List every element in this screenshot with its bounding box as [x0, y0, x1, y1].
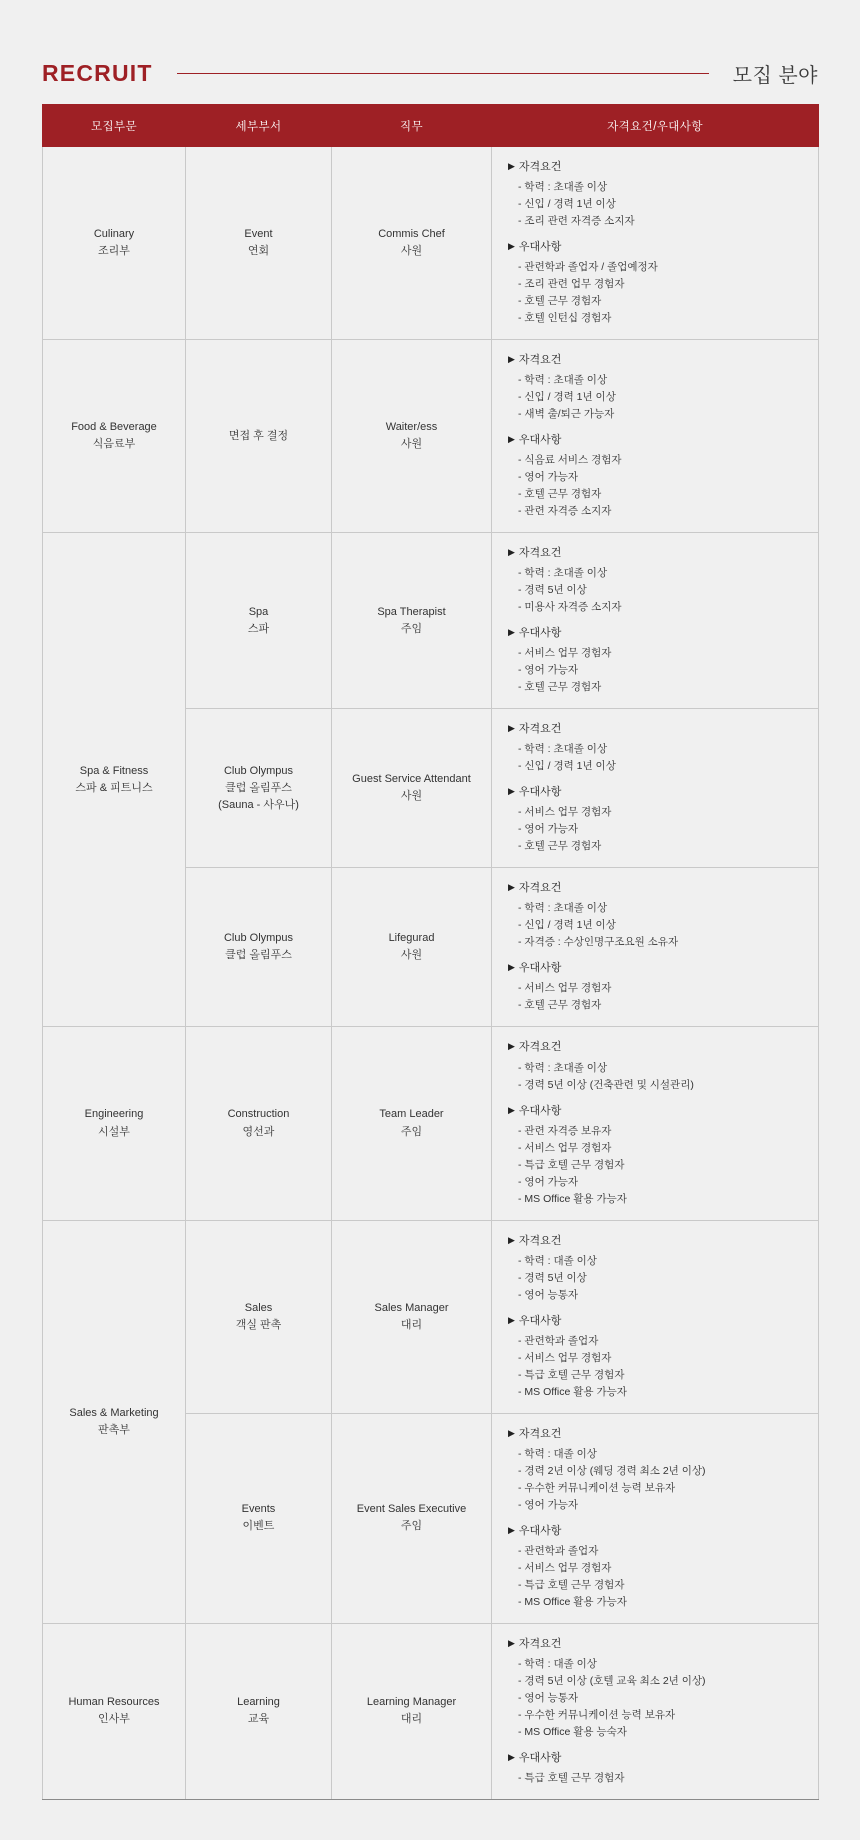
team-name-en: Sales [244, 1301, 273, 1314]
position-title-en: Lifegurad [388, 932, 435, 945]
requirement-group-label: 우대사항 [518, 241, 562, 254]
requirement-group-label: 자격요건 [518, 1637, 562, 1650]
requirement-list [508, 1123, 804, 1208]
requirement-group-label: 자격요건 [518, 1041, 562, 1054]
triangle-right-icon: ▶ [508, 1637, 515, 1648]
requirement-group [508, 625, 804, 696]
requirement-group [508, 1233, 804, 1304]
page-header [0, 0, 860, 104]
cell-team [186, 868, 332, 1027]
column-header-position: 직무 [332, 105, 492, 147]
team-name-ko: 클럽 올림푸스 [225, 781, 292, 794]
triangle-right-icon: ▶ [508, 1041, 515, 1052]
requirement-group [508, 352, 804, 423]
cell-position [332, 709, 492, 868]
requirement-group-title [508, 625, 804, 642]
requirement-group [508, 721, 804, 775]
requirement-item: - 서비스 업무 경험자 [518, 1560, 804, 1577]
team-name-ko: 스파 [247, 622, 270, 635]
triangle-right-icon: ▶ [508, 723, 515, 734]
requirement-item: - 우수한 커뮤니케이션 능력 보유자 [518, 1707, 804, 1724]
requirement-item: - 학력 : 초대졸 이상 [518, 1060, 804, 1077]
position-rank-ko: 사원 [400, 949, 423, 962]
position-title-en: Waiter/ess [385, 421, 438, 434]
team-name-ko: 이벤트 [242, 1520, 275, 1533]
table-row [43, 147, 819, 340]
requirement-item: - 경력 5년 이상 [518, 1270, 804, 1287]
triangle-right-icon: ▶ [508, 161, 515, 171]
requirement-group-label: 자격요건 [518, 882, 562, 895]
cell-department [43, 1220, 186, 1623]
cell-requirements [492, 709, 819, 868]
requirement-group [508, 1636, 804, 1741]
cell-requirements [492, 1623, 819, 1799]
requirement-item: - 특급 호텔 근무 경험자 [518, 1367, 804, 1384]
requirement-item: - 우수한 커뮤니케이션 능력 보유자 [518, 1480, 804, 1497]
team-name-en: Spa [248, 605, 269, 618]
header-divider-line [177, 73, 709, 74]
cell-position [332, 1027, 492, 1220]
position-rank-ko: 대리 [400, 1318, 423, 1331]
requirement-item: - 특급 호텔 근무 경험자 [518, 1577, 804, 1594]
department-name-ko: 조리부 [98, 245, 130, 258]
requirement-item: - 특급 호텔 근무 경험자 [518, 1157, 804, 1174]
requirement-item: - 영어 가능자 [518, 469, 804, 486]
requirement-item: - 학력 : 초대졸 이상 [518, 565, 804, 582]
cell-department [43, 340, 186, 533]
requirement-item: - 특급 호텔 근무 경험자 [518, 1770, 804, 1787]
requirement-group-title [508, 1103, 804, 1120]
triangle-right-icon: ▶ [508, 1234, 515, 1245]
requirement-group-label: 우대사항 [518, 962, 562, 975]
requirement-group-title [508, 1039, 804, 1056]
requirement-item: - 영어 가능자 [518, 821, 804, 838]
position-title-en: Commis Chef [378, 228, 445, 240]
cell-position [332, 1220, 492, 1413]
triangle-right-icon: ▶ [508, 627, 515, 638]
requirement-item: - 영어 능통자 [518, 1287, 804, 1304]
triangle-right-icon: ▶ [508, 1314, 515, 1325]
position-rank-ko: 사원 [400, 790, 423, 803]
cell-position [332, 340, 492, 533]
cell-team [186, 147, 332, 340]
requirement-item: - 경력 5년 이상 [518, 582, 804, 599]
department-name-en: Culinary [93, 228, 135, 240]
table-head [43, 105, 819, 147]
requirement-list [508, 565, 804, 616]
requirement-list [508, 804, 804, 855]
requirement-list [508, 372, 804, 423]
requirement-group [508, 1523, 804, 1611]
requirement-item: - MS Office 활용 능숙자 [518, 1724, 804, 1741]
requirement-item: - 학력 : 초대졸 이상 [518, 179, 804, 196]
requirement-group-title [508, 239, 804, 256]
requirement-group-title [508, 721, 804, 738]
requirement-group [508, 960, 804, 1014]
requirement-group-label: 우대사항 [518, 786, 562, 799]
team-name-sub: (Sauna - 사우나) [218, 798, 299, 811]
cell-team [186, 1623, 332, 1799]
cell-requirements [492, 533, 819, 709]
requirement-item: - 관련학과 졸업자 / 졸업예정자 [518, 259, 804, 276]
requirement-group [508, 432, 804, 520]
department-name-en: Sales & Marketing [69, 1406, 159, 1419]
team-name-ko: 연회 [247, 245, 270, 258]
triangle-right-icon: ▶ [508, 1751, 515, 1762]
position-rank-ko: 사원 [400, 438, 423, 451]
requirement-group [508, 1103, 804, 1208]
cell-requirements [492, 1413, 819, 1623]
requirement-item: - 호텔 근무 경험자 [518, 838, 804, 855]
requirement-list [508, 452, 804, 520]
triangle-right-icon: ▶ [508, 962, 515, 973]
triangle-right-icon: ▶ [508, 1104, 515, 1115]
team-name-ko: 교육 [247, 1713, 270, 1726]
triangle-right-icon: ▶ [508, 434, 515, 445]
team-name-ko: 면접 후 결정 [228, 429, 289, 442]
requirement-list [508, 1543, 804, 1611]
position-title-en: Learning Manager [366, 1696, 457, 1709]
requirement-item: - 호텔 근무 경험자 [518, 997, 804, 1014]
position-title-en: Guest Service Attendant [352, 773, 471, 786]
department-name-ko: 스파 & 피트니스 [75, 781, 153, 794]
requirement-item: - 학력 : 초대졸 이상 [518, 741, 804, 758]
triangle-right-icon: ▶ [508, 547, 515, 558]
requirement-group-title [508, 1233, 804, 1250]
cell-position [332, 147, 492, 340]
requirement-list [508, 1656, 804, 1741]
requirement-item: - 관련 자격증 보유자 [518, 1123, 804, 1140]
requirement-group-label: 우대사항 [518, 1524, 562, 1537]
position-rank-ko: 주임 [400, 622, 423, 635]
requirement-item: - 서비스 업무 경험자 [518, 980, 804, 997]
requirement-item: - 호텔 인턴십 경험자 [518, 310, 804, 327]
cell-requirements [492, 868, 819, 1027]
requirement-group [508, 1313, 804, 1401]
cell-team [186, 1027, 332, 1220]
cell-position [332, 868, 492, 1027]
requirement-item: - 서비스 업무 경험자 [518, 1140, 804, 1157]
requirement-group-label: 우대사항 [518, 627, 562, 640]
requirement-item: - 경력 2년 이상 (웨딩 경력 최소 2년 이상) [518, 1463, 804, 1480]
position-rank-ko: 주임 [400, 1520, 423, 1533]
requirement-item: - 호텔 근무 경험자 [518, 679, 804, 696]
team-name-en: Club Olympus [223, 932, 294, 945]
team-name-en: Events [241, 1503, 276, 1516]
requirement-group-title [508, 432, 804, 449]
requirement-item: - 학력 : 대졸 이상 [518, 1656, 804, 1673]
requirement-list [508, 179, 804, 230]
requirement-item: - 경력 5년 이상 (건축관련 및 시설관리) [518, 1077, 804, 1094]
requirement-item: - 신입 / 경력 1년 이상 [518, 196, 804, 213]
cell-team [186, 1413, 332, 1623]
requirement-group [508, 239, 804, 327]
brand-recruit: RECRUIT [42, 59, 153, 86]
requirement-group [508, 1426, 804, 1514]
requirement-group [508, 880, 804, 951]
department-name-en: Spa & Fitness [79, 764, 149, 777]
department-name-ko: 인사부 [98, 1713, 130, 1726]
table-row [43, 1220, 819, 1413]
triangle-right-icon: ▶ [508, 241, 515, 252]
page-title: 모집 분야 [732, 64, 818, 87]
cell-position [332, 1623, 492, 1799]
cell-requirements [492, 1027, 819, 1220]
requirement-list [508, 741, 804, 775]
position-rank-ko: 대리 [400, 1713, 423, 1726]
triangle-right-icon: ▶ [508, 1427, 515, 1438]
team-name-ko: 객실 판촉 [235, 1318, 282, 1331]
department-name-ko: 판촉부 [98, 1423, 130, 1436]
column-header-team: 세부부서 [186, 105, 332, 147]
requirement-item: - 식음료 서비스 경험자 [518, 452, 804, 469]
requirement-group-label: 우대사항 [518, 1314, 562, 1327]
requirement-item: - 학력 : 초대졸 이상 [518, 900, 804, 917]
team-name-ko: 영선과 [242, 1125, 275, 1138]
requirement-list [508, 1446, 804, 1514]
department-name-ko: 식음료부 [92, 438, 136, 451]
requirement-group-label: 자격요건 [518, 1234, 562, 1247]
cell-position [332, 533, 492, 709]
cell-requirements [492, 1220, 819, 1413]
position-title-en: Team Leader [379, 1108, 444, 1121]
cell-team [186, 1220, 332, 1413]
table-row [43, 533, 819, 709]
requirement-group-label: 우대사항 [518, 1751, 562, 1764]
requirement-group [508, 159, 804, 230]
requirement-group-label: 자격요건 [518, 723, 562, 736]
triangle-right-icon: ▶ [508, 1524, 515, 1535]
team-name-en: Club Olympus [223, 764, 294, 777]
requirement-group-title [508, 1426, 804, 1443]
cell-department [43, 533, 186, 1027]
requirement-group-title [508, 352, 804, 369]
requirement-group-title [508, 1523, 804, 1540]
requirement-item: - 신입 / 경력 1년 이상 [518, 389, 804, 406]
table-header-row [43, 105, 819, 147]
requirement-group-title [508, 545, 804, 562]
requirement-item: - 호텔 근무 경험자 [518, 293, 804, 310]
table-row [43, 1027, 819, 1220]
requirement-item: - MS Office 활용 가능자 [518, 1384, 804, 1401]
team-name-en: Construction [227, 1108, 290, 1121]
requirement-item: - 자격증 : 수상인명구조요원 소유자 [518, 934, 804, 951]
requirement-item: - 조리 관련 업무 경험자 [518, 276, 804, 293]
cell-team [186, 340, 332, 533]
recruit-table-wrap [0, 104, 860, 1840]
requirement-item: - 조리 관련 자격증 소지자 [518, 213, 804, 230]
cell-department [43, 147, 186, 340]
cell-requirements [492, 340, 819, 533]
requirement-list [508, 900, 804, 951]
table-row [43, 340, 819, 533]
column-header-requirements: 자격요건/우대사항 [492, 105, 819, 147]
requirement-item: - 호텔 근무 경험자 [518, 486, 804, 503]
requirement-item: - MS Office 활용 가능자 [518, 1594, 804, 1611]
requirement-group-title [508, 1750, 804, 1767]
requirement-group-label: 자격요건 [518, 161, 562, 173]
requirement-item: - 신입 / 경력 1년 이상 [518, 917, 804, 934]
requirement-item: - 관련학과 졸업자 [518, 1333, 804, 1350]
requirement-group [508, 545, 804, 616]
requirement-group-label: 자격요건 [518, 1427, 562, 1440]
triangle-right-icon: ▶ [508, 354, 515, 365]
requirement-group-title [508, 960, 804, 977]
requirement-group-title [508, 1313, 804, 1330]
requirement-list [508, 980, 804, 1014]
requirement-group-title [508, 784, 804, 801]
requirement-item: - 관련학과 졸업자 [518, 1543, 804, 1560]
requirement-item: - MS Office 활용 가능자 [518, 1191, 804, 1208]
requirement-list [508, 1333, 804, 1401]
requirement-group [508, 1750, 804, 1787]
requirement-item: - 신입 / 경력 1년 이상 [518, 758, 804, 775]
position-rank-ko: 주임 [400, 1125, 423, 1138]
department-name-ko: 시설부 [98, 1125, 130, 1138]
triangle-right-icon: ▶ [508, 882, 515, 893]
requirement-item: - 새벽 출/퇴근 가능자 [518, 406, 804, 423]
requirement-group-label: 자격요건 [518, 354, 562, 367]
requirement-item: - 학력 : 대졸 이상 [518, 1446, 804, 1463]
department-name-en: Human Resources [68, 1696, 160, 1709]
requirement-item: - 영어 능통자 [518, 1690, 804, 1707]
requirement-list [508, 645, 804, 696]
requirement-item: - 관련 자격증 소지자 [518, 503, 804, 520]
requirement-group-label: 자격요건 [518, 547, 562, 560]
department-name-en: Engineering [84, 1108, 144, 1121]
requirement-list [508, 1060, 804, 1094]
team-name-en: Learning [237, 1696, 280, 1709]
cell-requirements [492, 147, 819, 340]
requirement-item: - 영어 가능자 [518, 1497, 804, 1514]
team-name-ko: 클럽 올림푸스 [225, 949, 292, 962]
requirement-item: - 영어 가능자 [518, 1174, 804, 1191]
department-name-en: Food & Beverage [71, 421, 157, 434]
requirement-list [508, 259, 804, 327]
requirement-item: - 경력 5년 이상 (호텔 교육 최소 2년 이상) [518, 1673, 804, 1690]
requirement-item: - 서비스 업무 경험자 [518, 1350, 804, 1367]
requirement-item: - 서비스 업무 경험자 [518, 804, 804, 821]
position-rank-ko: 사원 [400, 245, 423, 258]
requirement-item: - 학력 : 대졸 이상 [518, 1253, 804, 1270]
cell-team [186, 709, 332, 868]
position-title-en: Sales Manager [374, 1301, 449, 1314]
requirement-item: - 학력 : 초대졸 이상 [518, 372, 804, 389]
requirement-group [508, 784, 804, 855]
table-row [43, 1623, 819, 1799]
requirement-group [508, 1039, 804, 1093]
requirement-group-title [508, 159, 804, 176]
position-title-en: Event Sales Executive [356, 1503, 467, 1516]
requirement-group-title [508, 880, 804, 897]
requirement-group-label: 우대사항 [518, 1104, 562, 1117]
requirement-group-label: 우대사항 [518, 434, 562, 447]
requirement-item: - 미용사 자격증 소지자 [518, 599, 804, 616]
requirement-item: - 영어 가능자 [518, 662, 804, 679]
column-header-department: 모집부문 [43, 105, 186, 147]
requirement-item: - 서비스 업무 경험자 [518, 645, 804, 662]
cell-position [332, 1413, 492, 1623]
requirement-list [508, 1770, 804, 1787]
cell-team [186, 533, 332, 709]
triangle-right-icon: ▶ [508, 786, 515, 797]
cell-department [43, 1027, 186, 1220]
requirement-list [508, 1253, 804, 1304]
table-body [43, 147, 819, 1800]
recruit-table [42, 104, 819, 1800]
team-name-en: Event [244, 228, 273, 240]
cell-department [43, 1623, 186, 1799]
requirement-group-title [508, 1636, 804, 1653]
position-title-en: Spa Therapist [377, 605, 446, 618]
